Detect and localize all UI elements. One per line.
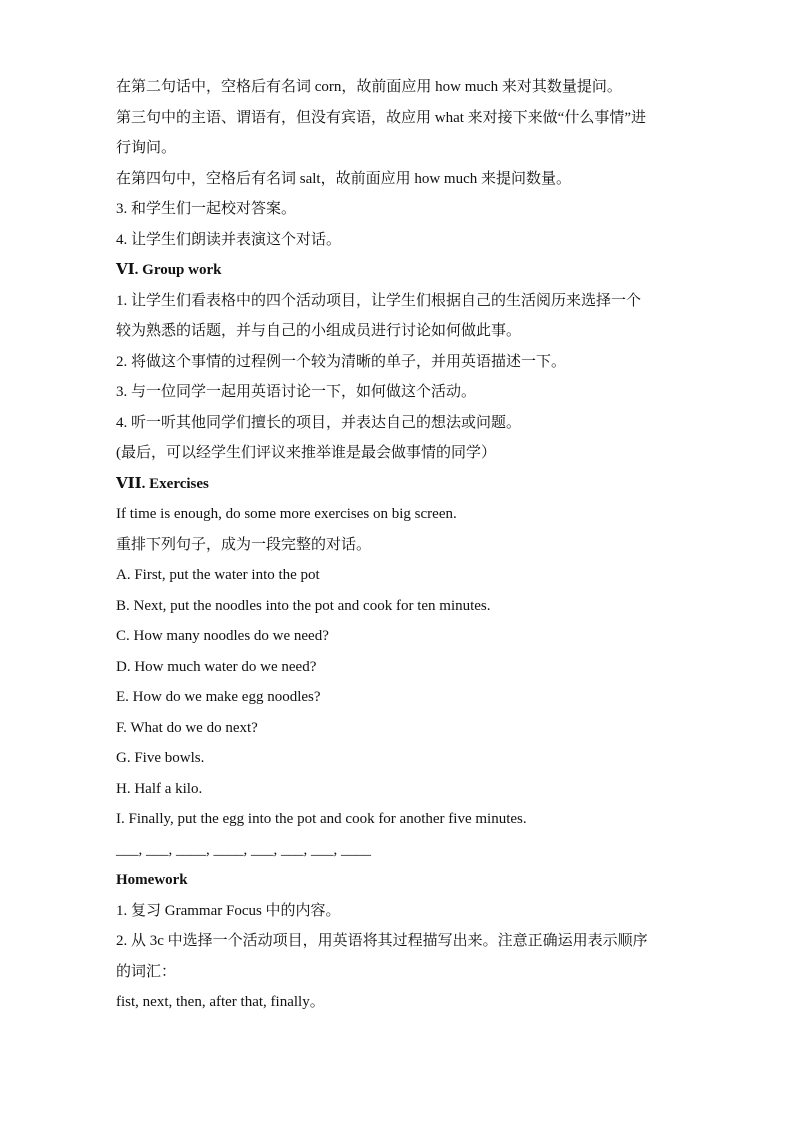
option-f: F. What do we do next? [116, 719, 258, 736]
option-e: E. How do we make egg noodles? [116, 689, 321, 705]
section-heading-group-work: ⅤⅠ. Group work [116, 262, 222, 278]
option-a: A. First, put the water into the pot [116, 567, 320, 583]
list-item: 1. 让学生们看表格中的四个活动项目，让学生们根据自己的生活阅历来选择一个 [116, 292, 642, 309]
option-h: H. Half a kilo. [116, 780, 203, 797]
option-d: D. How much water do we need? [116, 658, 317, 675]
list-item: 3. 与一位同学一起用英语讨论一下，如何做这个活动。 [116, 384, 477, 400]
list-item: 4. 听一听其他同学们擅长的项目，并表达自己的想法或问题。 [116, 414, 522, 431]
section-heading-exercises: ⅤⅠⅠ. Exercises [116, 475, 209, 492]
paragraph: If time is enough, do some more exercises on big screen. [116, 506, 457, 522]
paragraph: 在第四句中，空格后有名词 salt，故前面应用 how much 来提问数量。 [116, 170, 571, 187]
list-item: 较为熟悉的话题，并与自己的小组成员进行讨论如何做此事。 [116, 323, 522, 339]
list-item: 1. 复习 Grammar Focus 中的内容。 [116, 902, 341, 919]
paragraph: 行询问。 [116, 140, 177, 156]
document-page [116, 72, 696, 1018]
note: (最后，可以经学生们评议来推举谁是最会做事情的同学） [116, 445, 496, 461]
option-g: G. Five bowls. [116, 750, 205, 766]
option-b: B. Next, put the noodles into the pot and cook for ten minutes. [116, 597, 491, 614]
paragraph: 4. 让学生们朗读并表演这个对话。 [116, 231, 342, 248]
list-item: fist, next, then, after that, finally。 [116, 994, 325, 1010]
list-item: 2. 将做这个事情的过程例一个较为清晰的单子，并用英语描述一下。 [116, 353, 567, 370]
instruction: 重排下列句子，成为一段完整的对话。 [116, 536, 372, 553]
paragraph: 3. 和学生们一起校对答案。 [116, 201, 297, 217]
list-item: 的词汇： [116, 963, 177, 980]
answer-blanks: ___, ___, ____, ____, ___, ___, ___, ____ [116, 841, 371, 858]
paragraph: 在第二句话中，空格后有名词 corn，故前面应用 how much 来对其数量提问。 [116, 79, 622, 95]
section-heading-homework: Homework [116, 872, 188, 888]
list-item: 2. 从 3c 中选择一个活动项目，用英语将其过程描写出来。注意正确运用表示顺序 [116, 933, 648, 949]
paragraph: 第三句中的主语、谓语有，但没有宾语，故应用 what 来对接下来做“什么事情”进 [116, 109, 646, 126]
option-i: I. Finally, put the egg into the pot and cook for another five minutes. [116, 811, 527, 827]
option-c: C. How many noodles do we need? [116, 628, 329, 644]
